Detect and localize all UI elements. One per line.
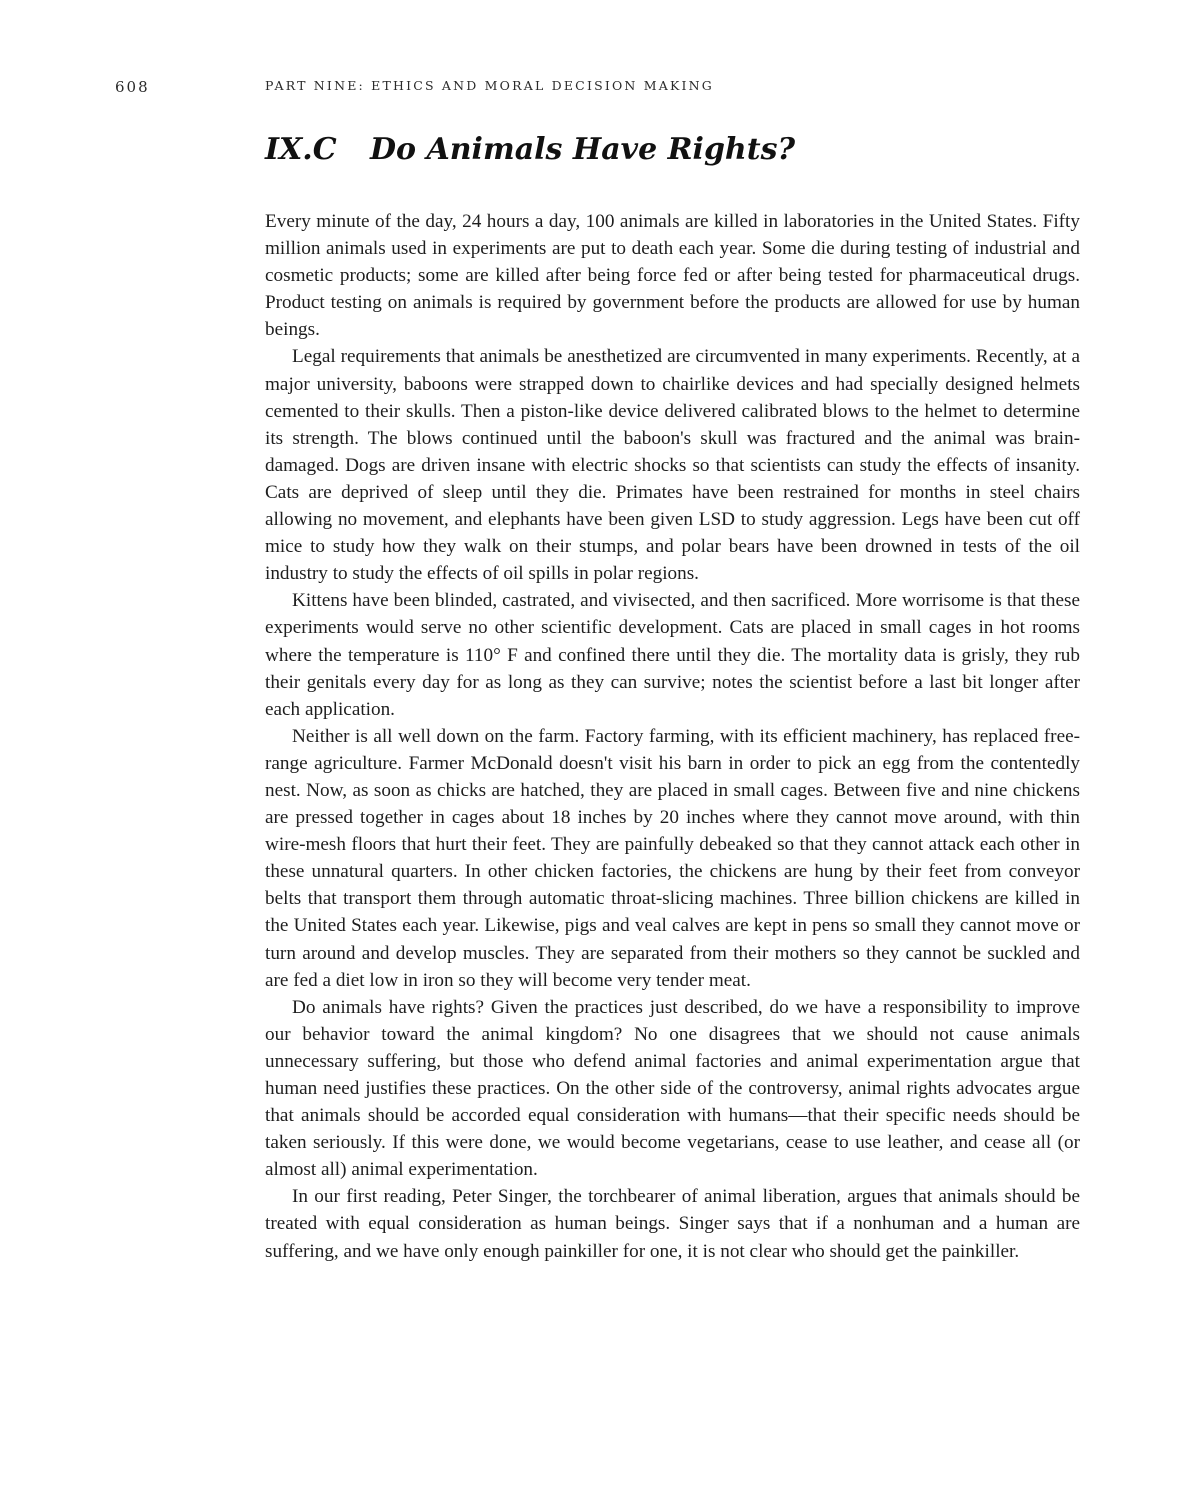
- paragraph: In our first reading, Peter Singer, the torchbearer of animal liberation, argues that animals should be treated with equal consideration as human beings. Singer says that if a nonhuman and a human are suffering, and we have only enough painkiller for one, it is not clear who should get the painkiller.: [265, 1186, 1080, 1262]
- paragraph: Kittens have been blinded, castrated, and vivisected, and then sacrificed. More worrisome is that these experiments would serve no other scientific development. Cats are placed in small cages in hot rooms where the temperature is 110° F and confined there until they die. The mortality data is grisly, they rub their genitals every day for as long as they can survive; notes the scientist before a last bit longer after each application.: [265, 590, 1080, 720]
- body-text: [265, 208, 1080, 1265]
- section-number: IX.C: [265, 132, 337, 167]
- paragraph: Every minute of the day, 24 hours a day, 100 animals are killed in laboratories in the United States. Fifty million animals used in experiments are put to death each year. Some die during testing of industrial and cosmetic products; some are killed after being force fed or after being tested for pharmaceutical drugs. Product testing on animals is required by government before the products are allowed for use by human beings.: [265, 211, 1080, 341]
- section-heading: [265, 128, 1080, 172]
- paragraph: Do animals have rights? Given the practices just described, do we have a responsibility to improve our behavior toward the animal kingdom? No one disagrees that we should not cause animals unnecessary suffering, but those who defend animal factories and animal experimentation argue that human need justifies these practices. On the other side of the controversy, animal rights advocates argue that animals should be accorded equal consideration with humans—that their specific needs should be taken seriously. If this were done, we would become vegetarians, cease to use leather, and cease all (or almost all) animal experimentation.: [265, 996, 1080, 1181]
- running-header: [115, 78, 1080, 102]
- paragraph: Neither is all well down on the farm. Factory farming, with its efficient machinery, has replaced free-range agriculture. Farmer McDonald doesn't visit his barn in order to pick an egg from the contentedly nest. Now, as soon as chicks are hatched, they are placed in small cages. Between five and nine chickens are pressed together in cages about 18 inches by 20 inches where they cannot move around, with thin wire-mesh floors that hurt their feet. They are painfully debeaked so that they cannot attack each other in these unnatural quarters. In other chicken factories, the chickens are hung by their feet from conveyor belts that transport them through automatic throat-slicing machines. Three billion chickens are killed in the United States each year. Likewise, pigs and veal calves are kept in pens so small they cannot move or turn around and develop muscles. They are separated from their mothers so they cannot be suckled and are fed a diet low in iron so they will become very tender meat.: [265, 725, 1080, 991]
- paragraph: Legal requirements that animals be anesthetized are circumvented in many experiments. Recently, at a major university, baboons were strapped down to chairlike devices and had specially designed helmets cemented to their skulls. Then a piston-like device delivered calibrated blows to the helmet to determine its strength. The blows continued until the baboon's skull was fractured and the animal was brain-damaged. Dogs are driven insane with electric shocks so that scientists can study the effects of insanity. Cats are deprived of sleep until they die. Primates have been restrained for months in steel chairs allowing no movement, and elephants have been given LSD to study aggression. Legs have been cut off mice to study how they walk on their stumps, and polar bears have been drowned in tests of the oil industry to study the effects of oil spills in polar regions.: [265, 346, 1080, 585]
- page-number: 608: [115, 78, 150, 96]
- running-title: PART NINE: ETHICS AND MORAL DECISION MAKING: [265, 78, 714, 93]
- section-title: Do Animals Have Rights?: [370, 132, 796, 167]
